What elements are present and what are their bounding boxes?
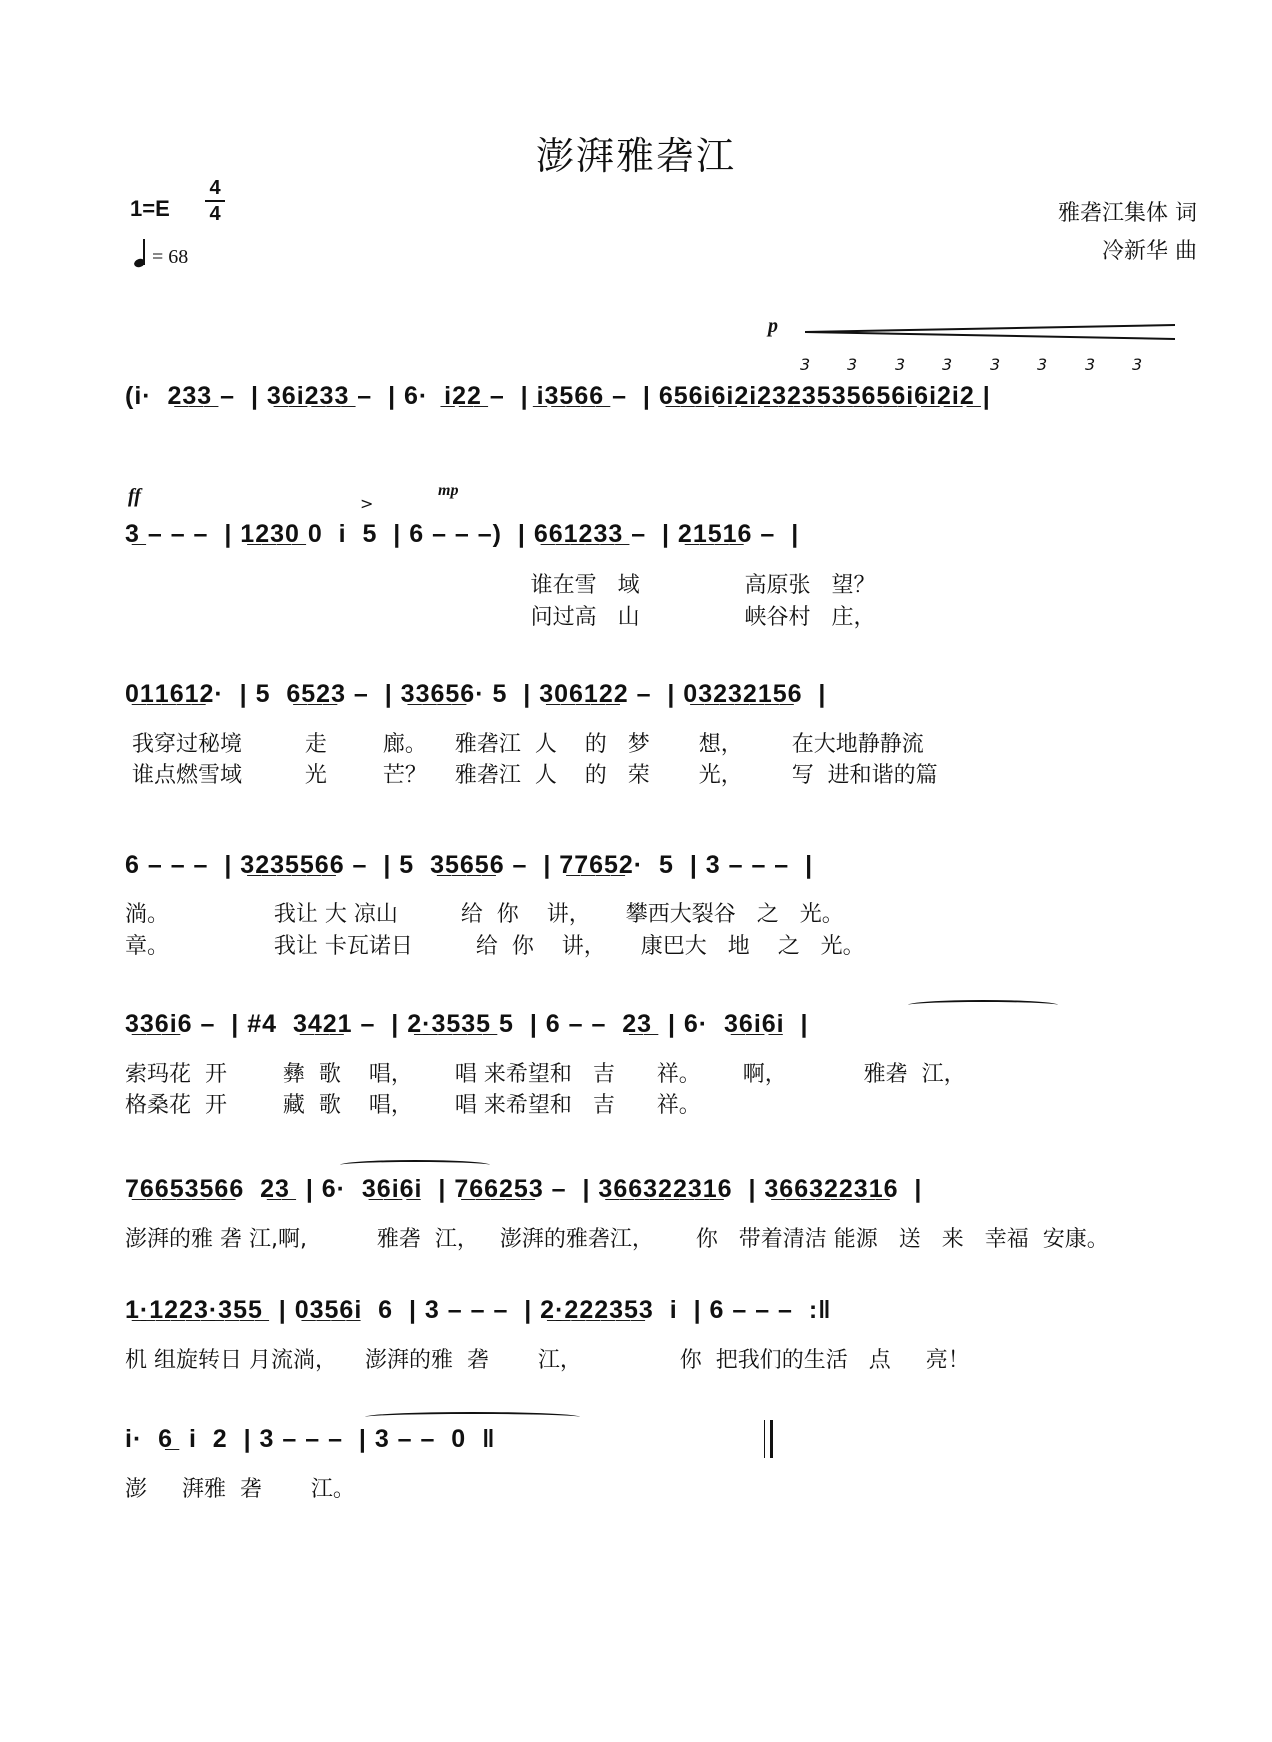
lyrics-line-5-verse-1: 索玛花 开 彝 歌 唱， 唱 来希望和 吉 祥。 啊， 雅砻 江， xyxy=(125,1062,966,1087)
dynamic-ff: ff xyxy=(128,485,141,507)
key-signature: 1=E xyxy=(130,196,170,221)
dynamic-p: p xyxy=(768,315,778,337)
notation-line-5: 3̲3̲6̲i̲6 – | #4 3̲4̲2̲1 – | 2̲·̲3̲5̲3̲5̲ 5 | 6 – – 2̲3̲ | 6· 3̲6̲i̲6̲i | xyxy=(125,1010,809,1038)
quarter-note-icon xyxy=(134,246,147,268)
time-signature xyxy=(205,178,225,224)
dynamic-mp: mp xyxy=(438,482,459,499)
tempo-value: = 68 xyxy=(152,246,189,268)
lyricist-credit: 雅砻江集体 词 xyxy=(1058,201,1197,226)
triplet-mark: 3 xyxy=(990,355,1001,374)
lyrics-line-7: 机 组旋转日 月流淌， 澎湃的雅 砻 江， 你 把我们的生活 点 亮！ xyxy=(125,1348,970,1373)
notation-line-4: 6 – – – | 3̲2̲3̲5̲5̲6̲6 – | 5 3̲5̲6̲5̲6 – | 7̲7̲6̲5̲2· 5 | 3 – – – | xyxy=(125,851,814,879)
triplet-mark: 3 xyxy=(895,355,906,374)
accent-mark: > xyxy=(360,494,374,513)
lyrics-line-2-verse-1: 谁在雪 域 高原张 望？ xyxy=(125,573,876,598)
notation-line-6: 7̲6̲6̲5̲3̲5̲6̲6 2̲3̲ | 6· 3̲6̲i̲6̲i | 7̲6̲6̲2̲5̲3 – | 3̲6̲6̲3̲2̲2̲3̲1̲6 | 3̲6̲6̲3̲2̲2̲3̲1̲6 | xyxy=(125,1175,923,1203)
lyrics-line-2-verse-2: 问过高 山 峡谷村 庄， xyxy=(125,605,876,630)
lyrics-line-4-verse-2: 章。 我让 卡瓦诺日 给 你 讲， 康巴大 地 之 光。 xyxy=(125,934,865,959)
triplet-mark: 3 xyxy=(800,355,811,374)
lyrics-line-3-verse-1: 我穿过秘境 走 廊。 雅砻江 人 的 梦 想， 在大地静静流 xyxy=(125,732,924,757)
composer-credit: 冷新华 曲 xyxy=(1102,239,1197,264)
triplet-mark: 3 xyxy=(1085,355,1096,374)
notation-line-8: i· 6̲ i 2 | 3 – – – | 3 – – 0 ‖ xyxy=(125,1425,496,1453)
notation-line-2: 3̲ – – – | 1̲2̲3̲0̲ 0 i 5 | 6 – – –) | 6̲6̲1̲2̲3̲3̲ – | 2̲1̲5̲1̲6 – | xyxy=(125,520,800,548)
time-signature-bottom: 4 xyxy=(209,203,221,225)
tie-slur xyxy=(908,1000,1058,1010)
tie-slur xyxy=(365,1412,580,1422)
triplet-mark: 3 xyxy=(942,355,953,374)
triplet-mark: 3 xyxy=(1132,355,1143,374)
triplet-mark: 3 xyxy=(847,355,858,374)
lyrics-line-8: 澎 湃雅 砻 江。 xyxy=(125,1477,355,1502)
lyrics-line-4-verse-1: 淌。 我让 大 凉山 给 你 讲， 攀西大裂谷 之 光。 xyxy=(125,902,844,927)
notation-line-3: 0̲1̲1̲6̲1̲2· | 5 6̲5̲2̲3 – | 3̲3̲6̲5̲6· 5 | 3̲0̲6̲1̲2̲2 – | 0̲3̲2̲3̲2̲1̲5̲6 | xyxy=(125,680,827,708)
tempo-marking xyxy=(134,243,188,269)
time-signature-top: 4 xyxy=(209,177,221,199)
final-barline xyxy=(770,1420,773,1458)
lyrics-line-3-verse-2: 谁点燃雪域 光 芒？ 雅砻江 人 的 荣 光， 写 进和谐的篇 xyxy=(125,763,938,788)
triplet-mark: 3 xyxy=(1037,355,1048,374)
notation-line-7: 1̲·̲1̲2̲2̲3̲·̲3̲5̲5̲ | 0̲3̲5̲6̲i 6 | 3 – – – | 2̲·̲2̲2̲2̲3̲5̲3 i | 6 – – – :‖ xyxy=(125,1296,832,1324)
crescendo-hairpin xyxy=(805,324,1175,340)
final-barline-thin xyxy=(764,1420,765,1458)
tie-slur xyxy=(340,1160,490,1170)
notation-line-1: (i· 2̲3̲3̲ – | 3̲6̲i̲2̲3̲3̲ – | 6· i̲2̲2̲ – | i̲3̲5̲6̲6̲ – | 6̲5̲6̲i̲6̲i̲2̲i̲2̲3̲2̲3̲5̲3̲5̲6̲5̲6̲i̲6̲i̲2̲i̲2̲ | xyxy=(125,382,991,410)
lyrics-line-6: 澎湃的雅 砻 江,啊, 雅砻 江， 澎湃的雅砻江， 你 带着清洁 能源 送 来 幸福 安康。 xyxy=(125,1227,1109,1252)
lyrics-line-5-verse-2: 格桑花 开 藏 歌 唱， 唱 来希望和 吉 祥。 xyxy=(125,1093,701,1118)
song-title: 澎湃雅砻江 xyxy=(535,134,736,178)
